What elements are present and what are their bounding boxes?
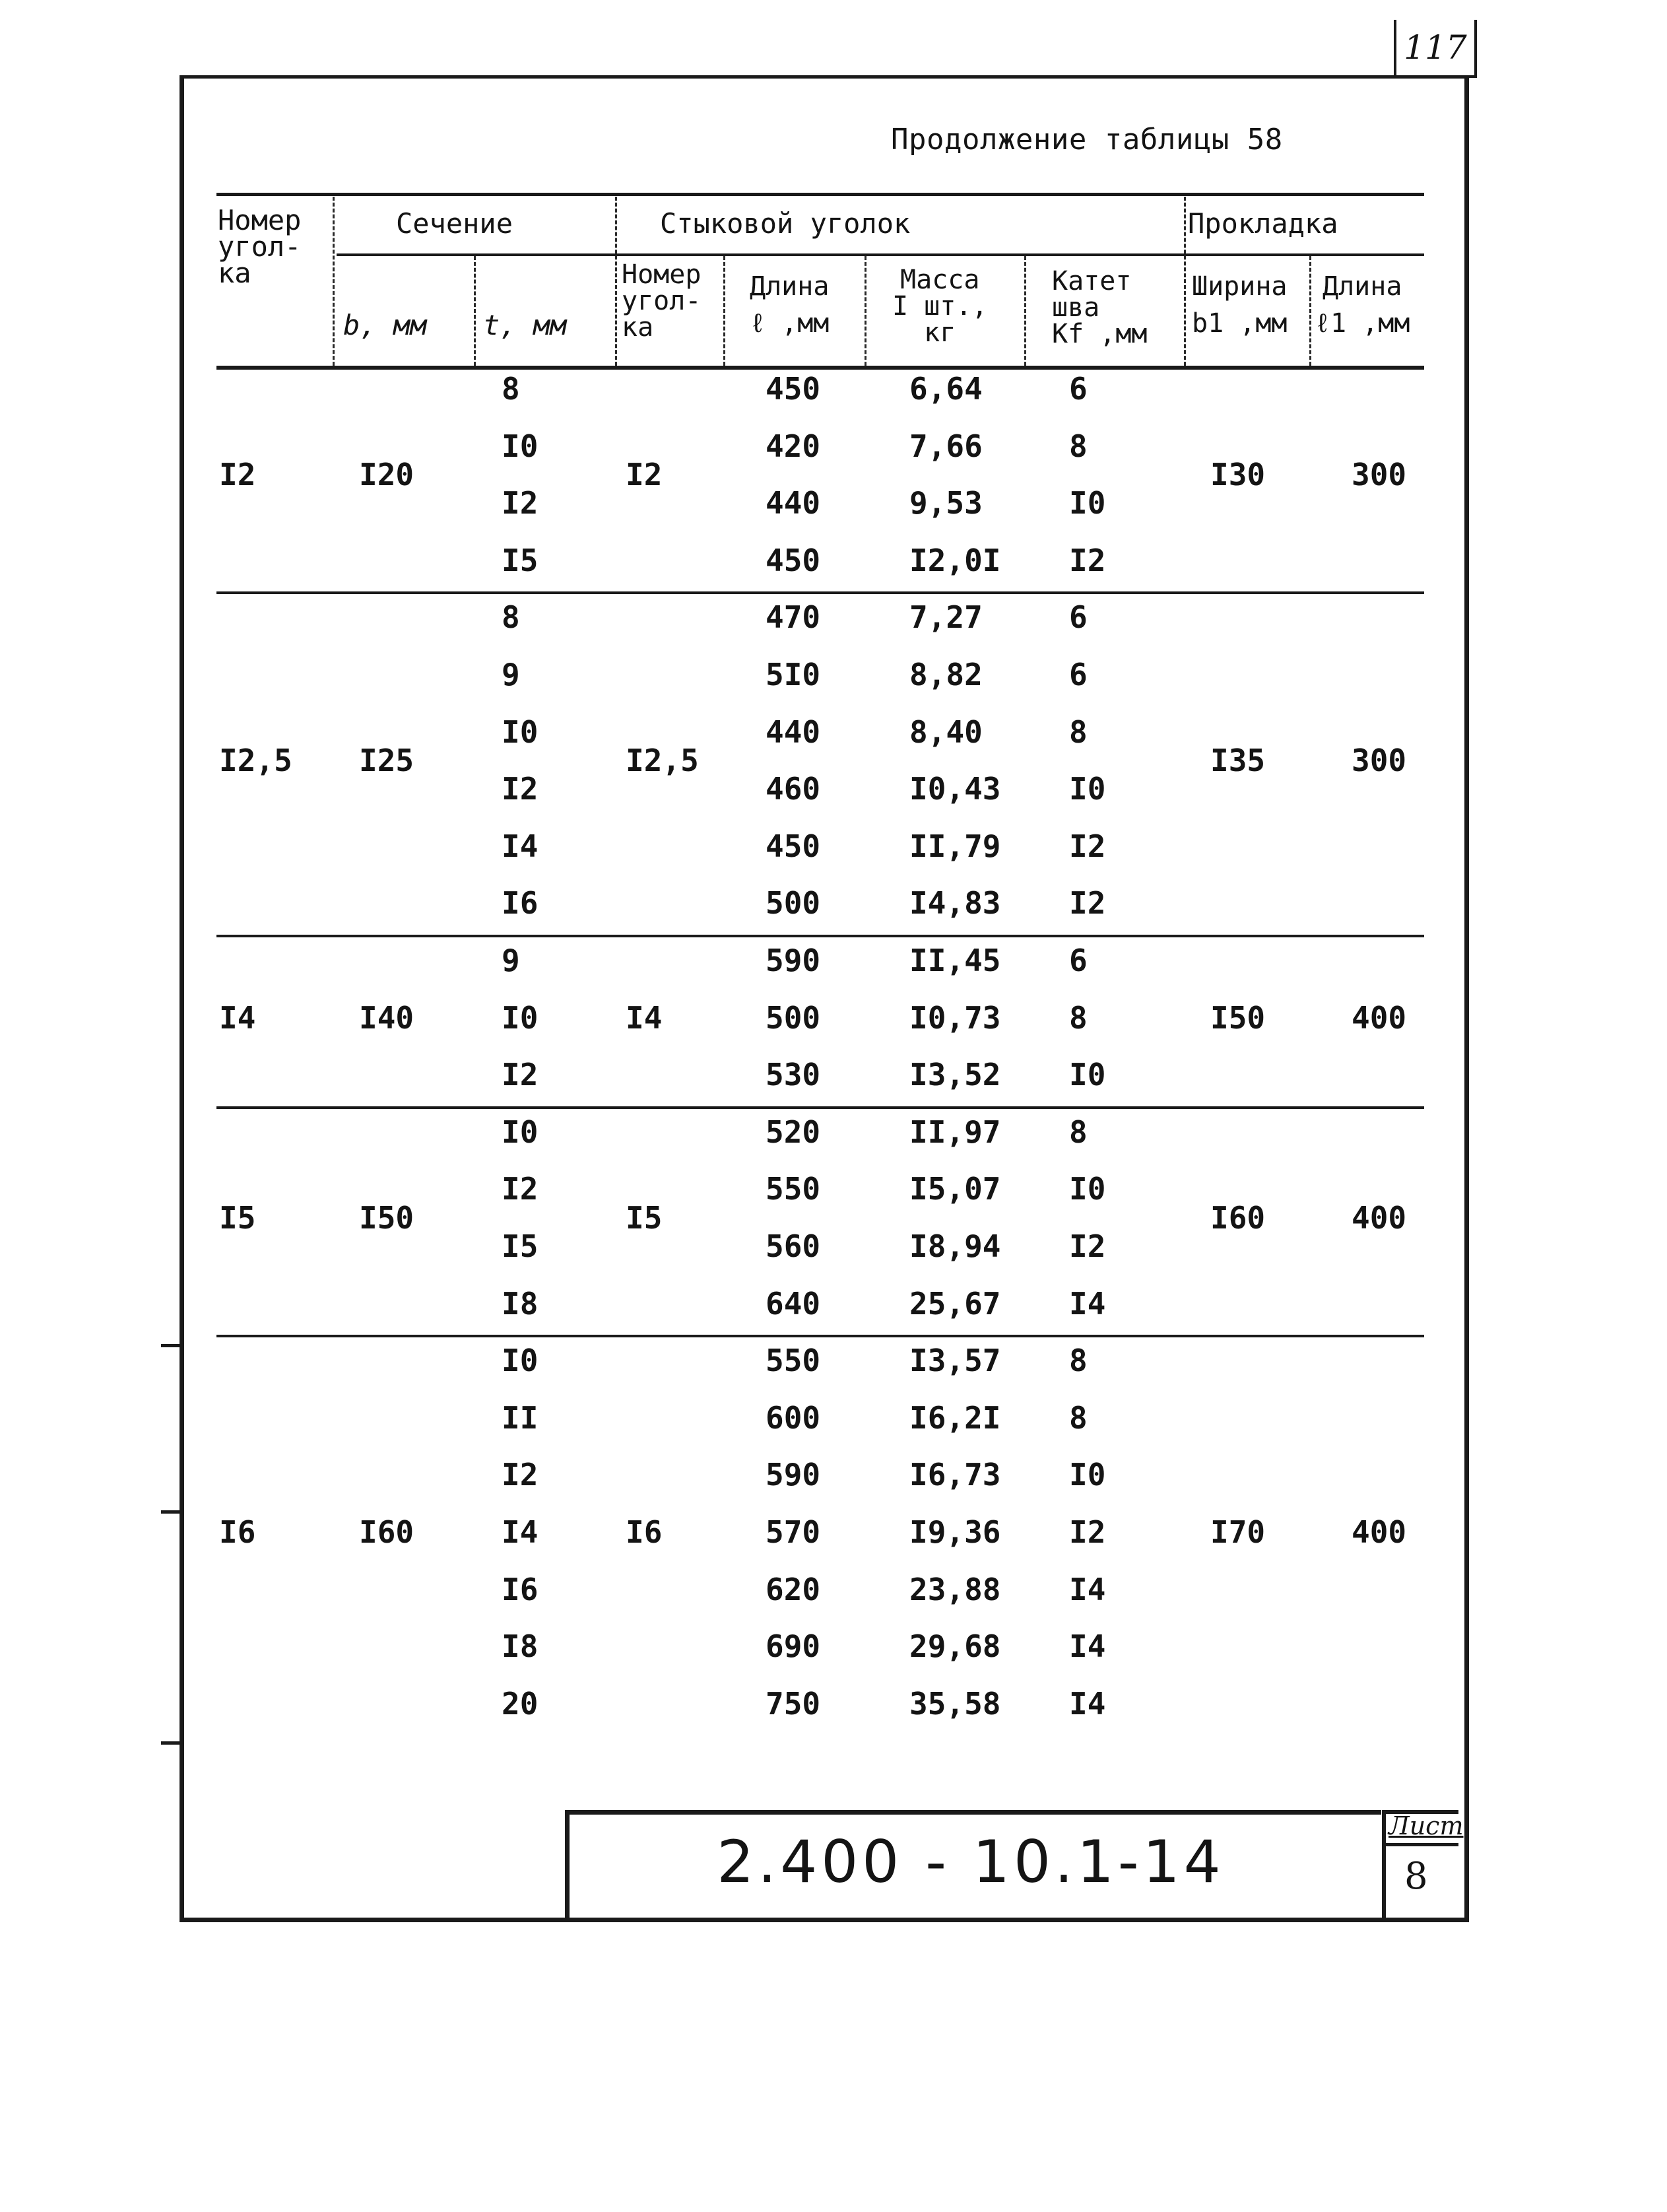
- weld-leg-cell: I4: [1069, 1571, 1106, 1607]
- width-b-cell: I40: [359, 999, 414, 1036]
- header-bottom-rule: [216, 366, 1424, 370]
- thickness-cell: 8: [502, 599, 520, 636]
- weld-leg-cell: I4: [1069, 1628, 1106, 1665]
- length-cell: 470: [766, 599, 821, 636]
- length-cell: 550: [766, 1343, 821, 1379]
- table-caption: Продолжение таблицы 58: [891, 123, 1283, 156]
- thickness-cell: I4: [502, 828, 539, 864]
- margin-tick: [161, 1741, 183, 1745]
- length-cell: 450: [766, 828, 821, 864]
- thickness-cell: 20: [502, 1685, 539, 1722]
- mass-cell: 7,66: [909, 428, 983, 464]
- page-number: 117: [1394, 20, 1477, 78]
- mass-cell: 8,40: [909, 714, 983, 750]
- weld-leg-cell: 6: [1069, 371, 1088, 407]
- length-cell: 750: [766, 1685, 821, 1722]
- weld-leg-cell: I0: [1069, 485, 1106, 521]
- length-cell: 500: [766, 885, 821, 922]
- weld-leg-cell: 8: [1069, 714, 1088, 750]
- header-divider: [474, 256, 476, 366]
- mass-cell: 29,68: [909, 1628, 1001, 1665]
- length-cell: 600: [766, 1399, 821, 1436]
- thickness-cell: 9: [502, 657, 520, 692]
- mass-cell: I8,94: [909, 1228, 1001, 1264]
- group-separator-rule: [216, 591, 1424, 594]
- weld-leg-cell: I2: [1069, 828, 1106, 864]
- length-cell: 530: [766, 1057, 821, 1093]
- width-b-cell: I20: [359, 456, 414, 492]
- length-cell: 500: [766, 999, 821, 1036]
- joint-angle-number-cell: I6: [626, 1514, 663, 1550]
- mass-cell: II,79: [909, 828, 1001, 864]
- pad-width-cell: I70: [1210, 1514, 1266, 1550]
- thickness-cell: I6: [502, 1571, 539, 1607]
- thickness-cell: I2: [502, 1171, 539, 1207]
- weld-leg-cell: I2: [1069, 885, 1106, 922]
- width-b-cell: I25: [359, 742, 414, 778]
- thickness-cell: I0: [502, 1114, 539, 1150]
- group-separator-rule: [216, 1106, 1424, 1109]
- weld-leg-cell: I0: [1069, 771, 1106, 807]
- header-joint-angle: Стыковой уголок: [660, 207, 911, 240]
- mass-cell: I6,2I: [909, 1399, 1001, 1436]
- weld-leg-cell: I0: [1069, 1457, 1106, 1493]
- length-cell: 690: [766, 1628, 821, 1665]
- header-divider: [723, 256, 725, 366]
- length-cell: 450: [766, 371, 821, 407]
- thickness-cell: I2: [502, 485, 539, 521]
- mass-cell: I3,52: [909, 1057, 1001, 1093]
- header-weld-leg: Катет шва Kf ,мм: [1052, 266, 1148, 349]
- length-cell: 550: [766, 1171, 821, 1207]
- weld-leg-cell: 8: [1069, 1343, 1088, 1379]
- length-cell: 460: [766, 771, 821, 807]
- joint-angle-number-cell: I2: [626, 456, 663, 492]
- header-mass: Масса I шт., кг: [892, 265, 988, 348]
- length-cell: 640: [766, 1285, 821, 1322]
- angle-number-cell: I4: [219, 999, 256, 1036]
- thickness-cell: I0: [502, 714, 539, 750]
- mass-cell: 35,58: [909, 1685, 1001, 1722]
- angle-number-cell: I2: [219, 456, 256, 492]
- weld-leg-cell: I2: [1069, 542, 1106, 578]
- thickness-cell: I8: [502, 1628, 539, 1665]
- thickness-cell: 8: [502, 371, 520, 407]
- header-divider: [615, 197, 617, 366]
- mass-cell: I3,57: [909, 1343, 1001, 1379]
- mass-cell: I5,07: [909, 1171, 1001, 1207]
- width-b-cell: I60: [359, 1514, 414, 1550]
- mass-cell: I4,83: [909, 885, 1001, 922]
- weld-leg-cell: 8: [1069, 1399, 1088, 1436]
- header-divider: [1309, 256, 1311, 366]
- thickness-cell: I2: [502, 1457, 539, 1493]
- pad-width-cell: I60: [1210, 1199, 1266, 1236]
- pad-length-cell: 400: [1352, 1199, 1407, 1236]
- header-divider: [1024, 256, 1026, 366]
- page-frame: [180, 75, 1469, 1922]
- weld-leg-cell: I2: [1069, 1514, 1106, 1550]
- length-cell: 590: [766, 1457, 821, 1493]
- header-pad-length: Длина ℓ1 ,мм: [1315, 271, 1410, 339]
- header-angle-number: Номер угол- ка: [218, 204, 302, 289]
- joint-angle-number-cell: I4: [626, 999, 663, 1036]
- angle-number-cell: I5: [219, 1199, 256, 1236]
- angle-number-cell: I2,5: [219, 742, 292, 778]
- length-cell: 560: [766, 1228, 821, 1264]
- mass-cell: I0,43: [909, 771, 1001, 807]
- pad-length-cell: 300: [1352, 742, 1407, 778]
- weld-leg-cell: 6: [1069, 657, 1088, 692]
- length-cell: 440: [766, 714, 821, 750]
- mass-cell: 23,88: [909, 1571, 1001, 1607]
- mass-cell: I6,73: [909, 1457, 1001, 1493]
- pad-width-cell: I30: [1210, 456, 1266, 492]
- header-top-rule: [216, 193, 1424, 196]
- pad-width-cell: I35: [1210, 742, 1266, 778]
- sheet-divider: [1382, 1843, 1458, 1846]
- length-cell: 420: [766, 428, 821, 464]
- thickness-cell: II: [502, 1399, 539, 1436]
- header-divider: [1184, 197, 1186, 366]
- length-cell: 450: [766, 542, 821, 578]
- thickness-cell: I5: [502, 542, 539, 578]
- length-cell: 620: [766, 1571, 821, 1607]
- header-b: b, мм: [343, 309, 427, 341]
- mass-cell: I9,36: [909, 1514, 1001, 1550]
- thickness-cell: I0: [502, 1343, 539, 1379]
- sheet-number: 8: [1404, 1855, 1428, 1898]
- document-code: 2.400 - 10.1-14: [717, 1828, 1225, 1896]
- group-separator-rule: [216, 1335, 1424, 1337]
- width-b-cell: I50: [359, 1199, 414, 1236]
- mass-cell: 8,82: [909, 657, 983, 692]
- joint-angle-number-cell: I5: [626, 1199, 663, 1236]
- mass-cell: 6,64: [909, 371, 983, 407]
- thickness-cell: I2: [502, 1057, 539, 1093]
- thickness-cell: I0: [502, 428, 539, 464]
- pad-length-cell: 400: [1352, 1514, 1407, 1550]
- sheet-label: Лист: [1389, 1811, 1464, 1840]
- weld-leg-cell: I2: [1069, 1228, 1106, 1264]
- weld-leg-cell: 8: [1069, 428, 1088, 464]
- length-cell: 570: [766, 1514, 821, 1550]
- thickness-cell: I4: [502, 1514, 539, 1550]
- header-divider: [865, 256, 866, 366]
- pad-length-cell: 400: [1352, 999, 1407, 1036]
- mass-cell: I0,73: [909, 999, 1001, 1036]
- weld-leg-cell: 6: [1069, 599, 1088, 636]
- thickness-cell: I6: [502, 885, 539, 922]
- pad-length-cell: 300: [1352, 456, 1407, 492]
- weld-leg-cell: I4: [1069, 1685, 1106, 1722]
- header-t: t, мм: [483, 309, 567, 341]
- thickness-cell: I8: [502, 1285, 539, 1322]
- group-separator-rule: [216, 935, 1424, 937]
- weld-leg-cell: 6: [1069, 943, 1088, 978]
- length-cell: 440: [766, 485, 821, 521]
- header-joint-number: Номер угол- ка: [622, 259, 702, 343]
- mass-cell: II,45: [909, 943, 1001, 978]
- margin-tick: [161, 1344, 183, 1347]
- mass-cell: II,97: [909, 1114, 1001, 1150]
- thickness-cell: I2: [502, 771, 539, 807]
- weld-leg-cell: 8: [1069, 1114, 1088, 1150]
- thickness-cell: I5: [502, 1228, 539, 1264]
- weld-leg-cell: I4: [1069, 1285, 1106, 1322]
- joint-subheader-rule: [614, 253, 1424, 256]
- header-divider: [333, 197, 335, 366]
- pad-width-cell: I50: [1210, 999, 1266, 1036]
- length-cell: 5I0: [766, 657, 821, 692]
- header-pad: Прокладка: [1188, 207, 1338, 240]
- header-section: Сечение: [396, 207, 513, 240]
- weld-leg-cell: I0: [1069, 1171, 1106, 1207]
- length-cell: 520: [766, 1114, 821, 1150]
- length-cell: 590: [766, 943, 821, 978]
- margin-tick: [161, 1510, 183, 1514]
- joint-angle-number-cell: I2,5: [626, 742, 699, 778]
- mass-cell: 25,67: [909, 1285, 1001, 1322]
- header-length: Длина ℓ ,мм: [750, 271, 830, 339]
- thickness-cell: 9: [502, 943, 520, 978]
- mass-cell: 9,53: [909, 485, 983, 521]
- weld-leg-cell: 8: [1069, 999, 1088, 1036]
- thickness-cell: I0: [502, 999, 539, 1036]
- angle-number-cell: I6: [219, 1514, 256, 1550]
- header-pad-width: Ширина b1 ,мм: [1192, 271, 1288, 339]
- weld-leg-cell: I0: [1069, 1057, 1106, 1093]
- mass-cell: 7,27: [909, 599, 983, 636]
- mass-cell: I2,0I: [909, 542, 1001, 578]
